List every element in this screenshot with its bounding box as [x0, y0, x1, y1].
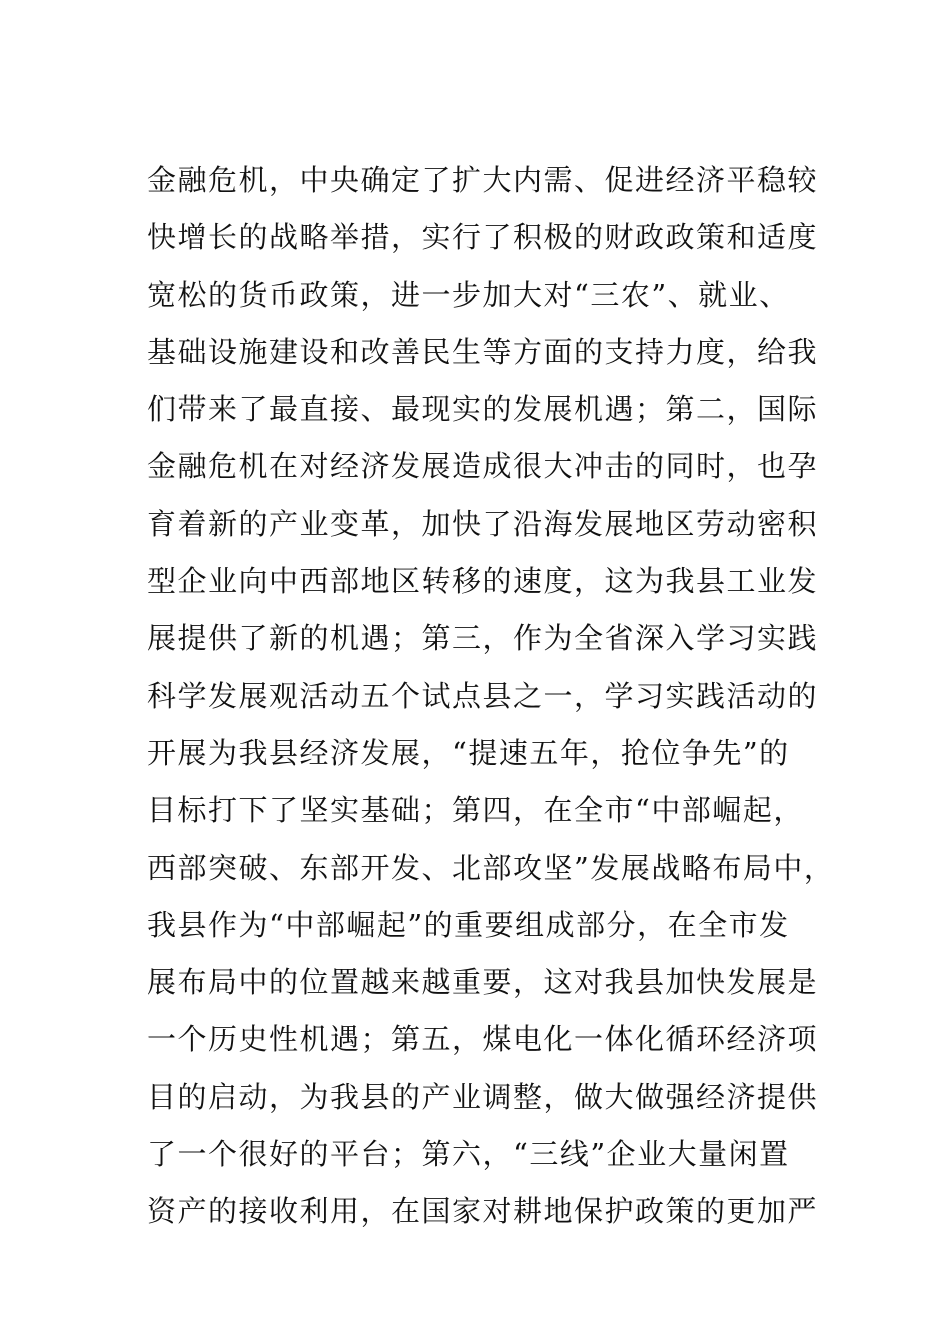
text-line: 展提供了新的机遇；第三，作为全省深入学习实践	[147, 621, 819, 656]
text-line: 展布局中的位置越来越重要，这对我县加快发展是	[147, 965, 819, 1000]
text-line: 目标打下了坚实基础；第四，在全市“中部崛起，	[147, 793, 804, 828]
text-line: 基础设施建设和改善民生等方面的支持力度，给我	[147, 334, 819, 369]
text-line: 金融危机，中央确定了扩大内需、促进经济平稳较	[147, 163, 819, 197]
text-line: 型企业向中西部地区转移的速度，这为我县工业发	[147, 564, 819, 599]
text-line: 科学发展观活动五个试点县之一，学习实践活动的	[147, 678, 819, 713]
text-line: 宽松的货币政策，进一步加大对“三农”、就业、	[147, 277, 790, 312]
text-line: 们带来了最直接、最现实的发展机遇；第二，国际	[147, 392, 819, 427]
text-line: 目的启动，为我县的产业调整，做大做强经济提供	[147, 1079, 819, 1114]
text-line: 资产的接收利用，在国家对耕地保护政策的更加严	[147, 1194, 819, 1229]
text-line: 我县作为“中部崛起”的重要组成部分，在全市发	[147, 907, 790, 942]
text-line: 金融危机在对经济发展造成很大冲击的同时，也孕	[147, 449, 819, 484]
text-line: 一个历史性机遇；第五，煤电化一体化循环经济项	[147, 1022, 819, 1057]
text-line: 快增长的战略举措，实行了积极的财政政策和适度	[147, 220, 819, 255]
text-line: 西部突破、东部开发、北部攻坚”发展战略布局中，	[147, 850, 835, 885]
body-text	[147, 152, 835, 1241]
text-line: 开展为我县经济发展，“提速五年，抢位争先”的	[147, 735, 790, 770]
text-line: 了一个很好的平台；第六，“三线”企业大量闲置	[147, 1137, 790, 1172]
text-line: 育着新的产业变革，加快了沿海发展地区劳动密积	[147, 506, 819, 541]
